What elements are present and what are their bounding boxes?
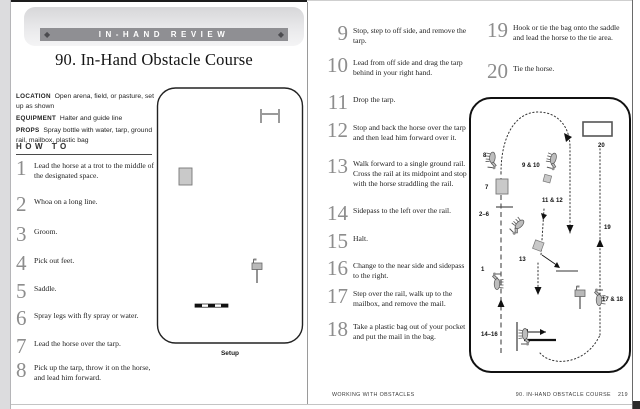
step-item [326,317,472,342]
step-text: Step over the rail, walk up to the mailbox, and remove the mail. [353,289,453,308]
ground-rail-icon [195,304,228,307]
step-number: 16 [327,256,348,280]
location-line [16,92,154,111]
equipment-text: Halter and guide line [59,114,123,122]
course-label-14-16: 14–16 [481,332,498,338]
location-text: Open arena, field, or pasture, set up as shown [16,93,154,110]
page-edge-top-right [307,0,632,1]
props-text: Spray bottle with water, tarp, ground rail, mailbox, plastic bag [16,127,153,144]
tie-rail-icon [260,109,280,123]
step-item [16,279,158,303]
step-text: Whoa on a long line. [34,197,98,206]
arrow-down [535,287,542,295]
step-item [16,192,158,216]
mailbox-icon [575,286,585,310]
step-number: 15 [327,229,348,253]
footer-chapter-title: 90. IN-HAND OBSTACLE COURSE [515,392,611,398]
setup-arena-outline [158,88,303,343]
step-item [326,90,472,114]
step-item [326,229,472,253]
review-header-card [24,7,304,46]
step-number: 9 [337,21,348,45]
page-corner-mark [633,401,640,409]
arrow-diag [554,262,560,268]
setup-caption: Setup [220,350,240,357]
step-number: 4 [16,251,27,275]
info-block [16,92,154,148]
step-item [16,358,158,383]
step-text: Saddle. [34,284,57,293]
horse-figure [544,151,559,170]
step-number: 2 [16,192,27,216]
mailbox-icon [252,259,262,284]
location-label: LOCATION [16,93,51,100]
diamond-icon: ◆ [277,29,284,39]
step-number: 8 [16,358,27,382]
step-number: 19 [487,18,508,42]
course-label-9-10: 9 & 10 [522,163,540,169]
step-number: 1 [16,156,27,180]
horse-figure [485,151,497,169]
step-text: Lead from off side and drag the tarp behind in your right hand. [353,58,463,77]
step-item [326,118,472,143]
step-number: 5 [16,279,27,303]
horse-figure [519,329,530,346]
step-text: Stop and back the horse over the tarp and then lead him forward over it. [353,123,466,142]
step-text: Take a plastic bag out of your pocket and put the mail in the bag. [353,322,466,341]
step-text: Spray legs with fly spray or water. [34,311,139,320]
step-item [326,21,472,46]
step-item [482,18,632,43]
step-text: Groom. [34,227,58,236]
step-text: Drop the tarp. [353,95,396,104]
step-item [326,256,472,281]
arrow-down [567,225,574,233]
step-text: Lead the horse at a trot to the middle of the designated space. [34,161,154,180]
step-number: 17 [327,284,348,308]
step-text: Tie the horse. [513,64,555,73]
step-item [482,59,632,83]
dropped-tarp-icon [533,240,545,252]
course-diagram [468,95,634,377]
step-number: 7 [16,334,27,358]
course-label-1: 1 [481,267,485,273]
horse-figure [507,216,527,236]
step-item [16,156,158,181]
page-gutter [307,2,308,405]
tarp-icon [496,179,508,194]
course-label-19: 19 [604,225,611,231]
course-label-2-6: 2–6 [479,212,490,218]
setup-diagram [156,86,304,348]
step-text: Halt. [353,234,368,243]
step-number: 20 [487,59,508,83]
step-item [326,201,472,225]
arrow-up [597,239,604,247]
step-item [16,306,158,330]
step-item [326,53,472,78]
course-path-approach [498,173,505,353]
tie-rail-icon [583,122,612,136]
equipment-label: EQUIPMENT [16,114,57,122]
step-item [326,284,472,309]
review-banner [40,28,288,41]
course-label-20: 20 [598,143,605,149]
footer-chapter [516,392,628,398]
footer-section-title: WORKING WITH OBSTACLES [332,392,415,398]
page-title: 90. In-Hand Obstacle Course [55,50,253,69]
course-arena-outline [470,98,630,372]
props-label: PROPS [16,127,40,135]
how-to-heading: HOW TO [16,142,152,155]
step-text: Pick up the tarp, throw it on the horse, and lead him forward. [34,363,151,382]
dragged-tarp-icon [543,174,552,183]
step-text: Stop, step to off side, and remove the tarp. [353,26,467,45]
step-number: 10 [327,53,348,77]
step-number: 13 [327,154,348,178]
step-text: Walk forward to a single ground rail. Cross the rail at its midpoint and stop with the horse straddling the rail. [353,159,467,188]
step-text: Lead the horse over the tarp. [34,339,121,348]
course-label-7: 7 [485,185,489,191]
step-number: 14 [327,201,348,225]
course-path-loop [501,112,570,233]
review-label: IN-HAND REVIEW [98,30,230,39]
page-edge-bottom [11,404,632,405]
step-item [16,222,158,246]
step-number: 18 [327,317,348,341]
arrow-up-small [541,213,547,220]
step-text: Change to the near side and sidepass to the right. [353,261,465,280]
equipment-line [16,114,154,124]
page-number: 219 [617,392,628,398]
step-number: 11 [327,90,348,114]
step-item [326,154,472,189]
step-text: Sidepass to the left over the rail. [353,206,452,215]
step-number: 6 [16,306,27,330]
step-text: Pick out feet. [34,256,75,265]
step-number: 3 [16,222,27,246]
tarp-icon [179,168,192,185]
course-label-17-18: 17 & 18 [602,297,624,303]
diamond-icon: ◆ [44,29,51,39]
horse-figure [493,273,504,290]
step-text: Hook or tie the bag onto the saddle and lead the horse to the tie area. [513,23,620,42]
course-label-8: 8 [483,153,487,159]
page-edge-top [11,0,307,2]
course-label-11-12: 11 & 12 [542,198,563,204]
course-label-13: 13 [519,257,526,263]
step-item [16,334,158,358]
step-number: 12 [327,118,348,142]
step-item [16,251,158,275]
